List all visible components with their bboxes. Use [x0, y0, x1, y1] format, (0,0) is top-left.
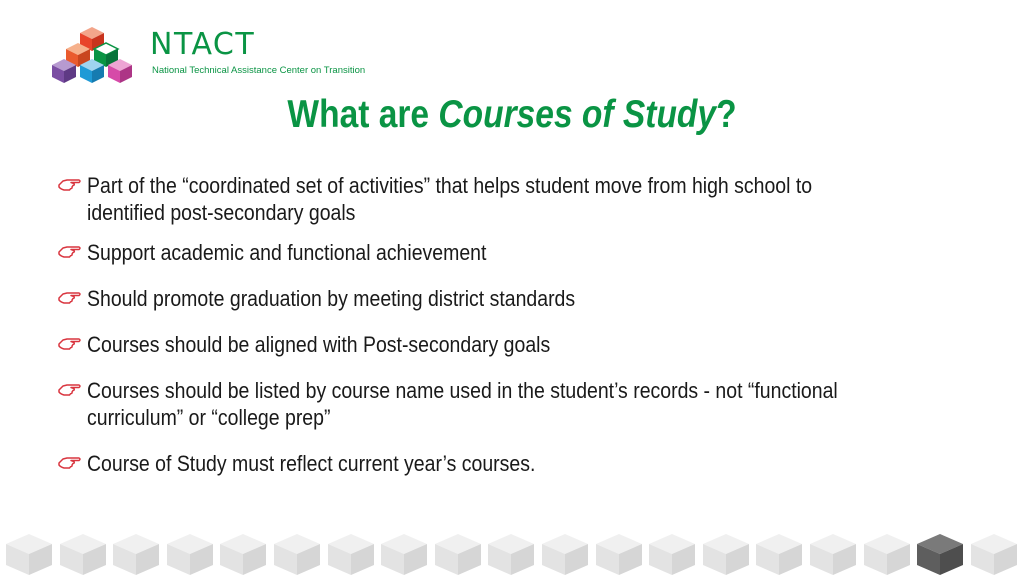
footer-cube	[326, 532, 376, 575]
pointing-hand-icon	[58, 176, 82, 192]
pointing-hand-icon	[58, 381, 82, 397]
bullet-text: Courses should be aligned with Post-secondary goals	[87, 332, 551, 357]
bullet-text: Should promote graduation by meeting district standards	[87, 286, 576, 311]
footer-cube	[540, 532, 590, 575]
footer-cube-active	[915, 532, 965, 575]
footer-cube	[4, 532, 54, 575]
logo-subtitle: National Technical Assistance Center on Transition	[152, 65, 366, 76]
footer-cube	[433, 532, 483, 575]
page-title	[72, 91, 953, 139]
pointing-hand-icon	[58, 454, 82, 470]
logo-title: NTACT	[150, 27, 256, 62]
footer-cube	[111, 532, 161, 575]
footer-cube	[701, 532, 751, 575]
footer-cube	[218, 532, 268, 575]
footer-cube	[165, 532, 215, 575]
footer-cube	[486, 532, 536, 575]
footer-cube	[647, 532, 697, 575]
page-title-plain: What are	[287, 93, 439, 136]
footer-cube	[862, 532, 912, 575]
footer-cube	[272, 532, 322, 575]
pointing-hand-icon	[58, 289, 82, 305]
bullet-text: Part of the “coordinated set of activities” that helps student move from high school to identified post-secondary goals	[87, 173, 813, 225]
page-title-end: ?	[716, 93, 737, 136]
bullet-text: Support academic and functional achievement	[87, 240, 487, 265]
footer-cube	[379, 532, 429, 575]
page-title-italic: Courses of Study	[438, 93, 717, 136]
footer-cube	[58, 532, 108, 575]
ntact-logo-icon	[50, 27, 134, 85]
footer-cube	[754, 532, 804, 575]
footer-cube-strip	[0, 532, 1024, 575]
pointing-hand-icon	[58, 243, 82, 259]
footer-cube	[969, 532, 1019, 575]
footer-cube	[594, 532, 644, 575]
footer-cube	[808, 532, 858, 575]
pointing-hand-icon	[58, 335, 82, 351]
bullet-text: Courses should be listed by course name used in the student’s records - not “functional curriculum” or “college prep”	[87, 378, 838, 430]
bullet-text: Course of Study must reflect current year’s courses.	[87, 451, 536, 476]
